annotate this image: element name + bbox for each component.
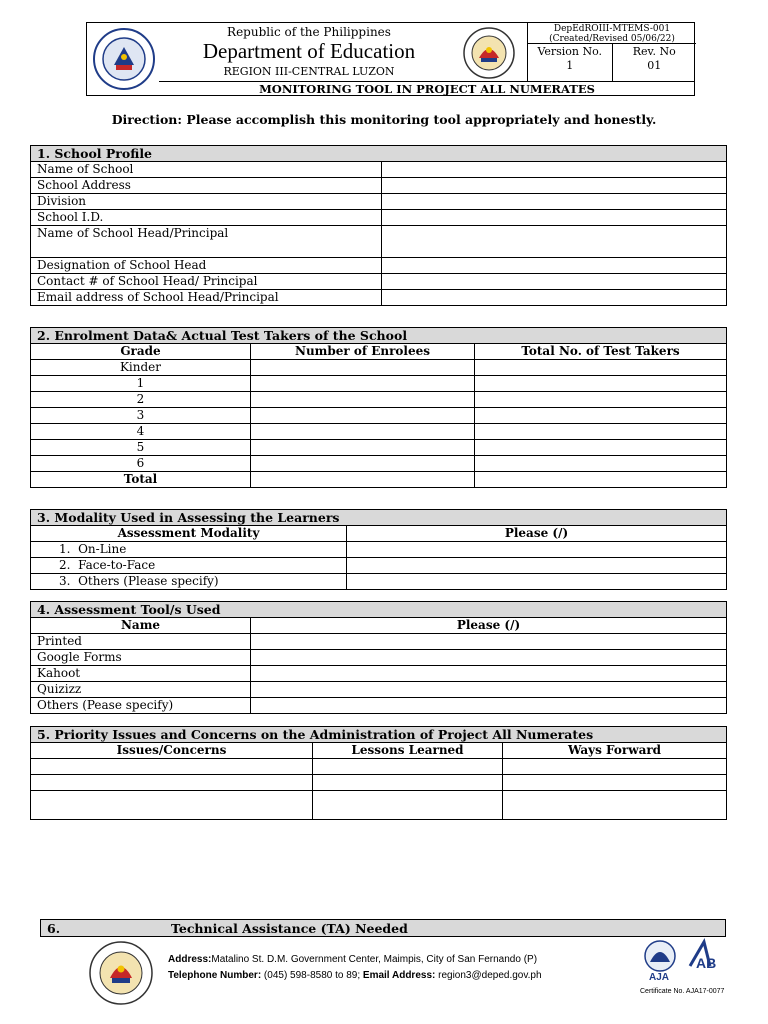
document-code: DepEdROIII-MTEMS-001 [553, 24, 671, 34]
ways-forward-field[interactable] [503, 791, 727, 820]
test-takers-field[interactable] [475, 360, 727, 376]
division-field[interactable] [382, 194, 727, 210]
address-text: Matalino St. D.M. Government Center, Maimpis, City of San Fernando (P) [211, 954, 538, 965]
check-field[interactable] [347, 542, 727, 558]
section-title: 1. School Profile [31, 146, 727, 162]
check-field[interactable] [251, 634, 727, 650]
document-control-box [527, 23, 696, 82]
check-field[interactable] [251, 698, 727, 714]
email-label: Email Address: [362, 970, 436, 981]
issues-field[interactable] [31, 775, 313, 791]
section-title: 5. Priority Issues and Concerns on the Administration of Project All Numerates [31, 727, 727, 743]
phone-text: (045) 598-8580 to 89; [261, 970, 363, 981]
contact-field[interactable] [382, 274, 727, 290]
column-header: Issues/Concerns [31, 743, 313, 759]
test-takers-field[interactable] [475, 408, 727, 424]
school-profile-table [30, 145, 727, 306]
column-header: Please (/) [347, 526, 727, 542]
deped-seal-icon [88, 940, 154, 1006]
document-header [86, 22, 695, 96]
grade-label: 1 [31, 376, 251, 392]
grade-label: 3 [31, 408, 251, 424]
lessons-field[interactable] [313, 791, 503, 820]
enrolees-field[interactable] [251, 424, 475, 440]
section-title: 2. Enrolment Data& Actual Test Takers of the School [31, 328, 727, 344]
email-text: region3@deped.gov.ph [435, 970, 542, 981]
field-label: Name of School [31, 162, 382, 178]
total-label: Total [31, 472, 251, 488]
certificate-number: Certificate No. AJA17-0077 [640, 988, 725, 995]
check-field[interactable] [347, 574, 727, 590]
ways-forward-field[interactable] [503, 759, 727, 775]
school-name-field[interactable] [382, 162, 727, 178]
document-title: MONITORING TOOL IN PROJECT ALL NUMERATES [159, 81, 695, 96]
section-number: 6. [47, 921, 61, 936]
ways-forward-field[interactable] [503, 775, 727, 791]
modality-label: 2. Face-to-Face [31, 558, 347, 574]
section-title: 4. Assessment Tool/s Used [31, 602, 727, 618]
issues-field[interactable] [31, 759, 313, 775]
version-value: 1 [566, 59, 574, 72]
issues-concerns-table [30, 726, 727, 820]
column-header: Name [31, 618, 251, 634]
grade-label: 2 [31, 392, 251, 408]
region-label: REGION III-CENTRAL LUZON [223, 65, 395, 78]
grade-label: 4 [31, 424, 251, 440]
column-header: Please (/) [251, 618, 727, 634]
column-header: Ways Forward [503, 743, 727, 759]
lessons-field[interactable] [313, 775, 503, 791]
grade-label: Kinder [31, 360, 251, 376]
grade-label: 5 [31, 440, 251, 456]
field-label: Designation of School Head [31, 258, 382, 274]
check-field[interactable] [251, 666, 727, 682]
direction-text: Direction: Please accomplish this monitoring tool appropriately and honestly. [111, 112, 657, 127]
enrolees-field[interactable] [251, 456, 475, 472]
lessons-field[interactable] [313, 759, 503, 775]
field-label: Division [31, 194, 382, 210]
column-header: Grade [31, 344, 251, 360]
section-title: Technical Assistance (TA) Needed [171, 921, 408, 936]
test-takers-field[interactable] [475, 456, 727, 472]
modality-label: 1. On-Line [31, 542, 347, 558]
aja-logo-text: AJA [649, 972, 670, 983]
check-field[interactable] [251, 650, 727, 666]
tool-label: Others (Pease specify) [31, 698, 251, 714]
test-takers-field[interactable] [475, 376, 727, 392]
enrolees-field[interactable] [251, 392, 475, 408]
tool-label: Printed [31, 634, 251, 650]
grade-label: 6 [31, 456, 251, 472]
school-head-field[interactable] [382, 226, 727, 258]
field-label: Email address of School Head/Principal [31, 290, 382, 306]
test-takers-field[interactable] [475, 392, 727, 408]
deped-region-seal-icon [462, 26, 516, 80]
section-title: 3. Modality Used in Assessing the Learners [31, 510, 727, 526]
department-name: Department of Education [202, 39, 416, 63]
field-label: School I.D. [31, 210, 382, 226]
check-field[interactable] [347, 558, 727, 574]
tool-label: Google Forms [31, 650, 251, 666]
test-takers-field[interactable] [475, 440, 727, 456]
republic-label: Republic of the Philippines [227, 25, 391, 39]
column-header: Total No. of Test Takers [475, 344, 727, 360]
footer-contact [168, 952, 542, 984]
column-header: Number of Enrolees [251, 344, 475, 360]
revision-value: 01 [647, 59, 662, 72]
field-label: Name of School Head/Principal [31, 226, 382, 258]
modality-label: 3. Others (Please specify) [31, 574, 347, 590]
school-id-field[interactable] [382, 210, 727, 226]
modality-table [30, 509, 727, 590]
phone-label: Telephone Number: [168, 970, 262, 981]
version-label: Version No. [537, 45, 603, 58]
field-label: Contact # of School Head/ Principal [31, 274, 382, 290]
tool-label: Kahoot [31, 666, 251, 682]
assessment-tools-table [30, 601, 727, 714]
revision-label: Rev. No [632, 45, 676, 58]
technical-assistance-section [40, 919, 726, 937]
column-header: Assessment Modality [31, 526, 347, 542]
enrolees-field[interactable] [251, 376, 475, 392]
check-field[interactable] [251, 682, 727, 698]
enrolees-field[interactable] [251, 360, 475, 376]
address-label: Address: [168, 954, 212, 965]
ab-logo-text: AB [696, 955, 717, 971]
enrolment-table [30, 327, 727, 488]
total-enrolees-field[interactable] [251, 472, 475, 488]
issues-field[interactable] [31, 791, 313, 820]
test-takers-field[interactable] [475, 424, 727, 440]
school-address-field[interactable] [382, 178, 727, 194]
column-header: Lessons Learned [313, 743, 503, 759]
created-date: (Created/Revised 05/06/22) [549, 34, 675, 44]
deped-seal-icon [92, 27, 156, 91]
total-test-takers-field[interactable] [475, 472, 727, 488]
email-field[interactable] [382, 290, 727, 306]
enrolees-field[interactable] [251, 440, 475, 456]
tool-label: Quizizz [31, 682, 251, 698]
designation-field[interactable] [382, 258, 727, 274]
enrolees-field[interactable] [251, 408, 475, 424]
field-label: School Address [31, 178, 382, 194]
